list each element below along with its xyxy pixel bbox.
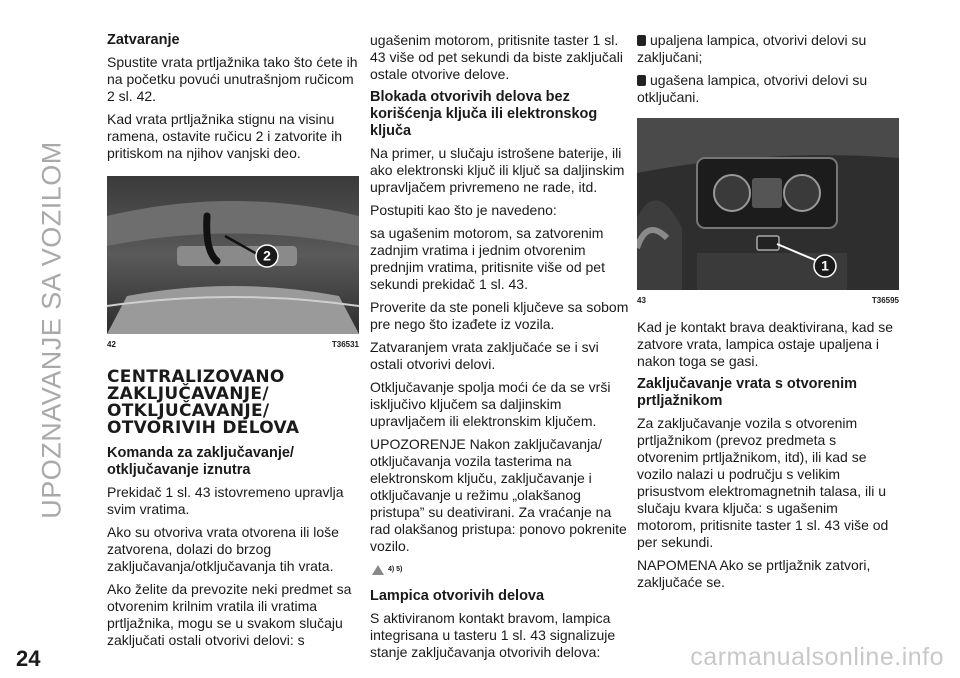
figure-42 xyxy=(107,176,359,353)
figure-43 xyxy=(637,118,899,309)
watermark: carmanualsonline.info xyxy=(690,643,944,671)
heading-trunk-lock: Zaključavanje vrata s otvorenim prtljažnikom xyxy=(637,376,858,409)
section-title: CENTRALIZOVANO ZAKLJUČAVANJE/ OTKLJUČAVANJE/ OTVORIVIH DELOVA xyxy=(107,367,300,438)
heading-block: Blokada otvorivih delova bez korišćenja ključa ili elektronskog ključa xyxy=(370,89,598,139)
warning-triangle-icon xyxy=(372,565,384,575)
callout-1: 1 xyxy=(821,257,829,274)
lamp-on-item: upaljena lampica, otvorivi delovi su zaključani; xyxy=(637,32,867,65)
figure-number: 42 xyxy=(107,340,116,349)
figure-number: 43 xyxy=(637,296,646,305)
column-3 xyxy=(637,32,899,597)
page-number: 24 xyxy=(16,646,41,671)
lamp-icon xyxy=(637,35,646,46)
paragraph: Na primer, u slučaju istrošene baterije, ili ako elektronski ključ ili ključ sa daljinskim upravljačem privremeno ne rade, itd. xyxy=(370,145,625,195)
paragraph: Ako želite da prevozite neki predmet sa otvorenim krilnim vratila ili vratima prtljažnika, mogu se u svakom slučaju zaključati ostali otvorivi delovi: s xyxy=(107,581,352,648)
heading-inside-lock: Komanda za zaključavanje/ otključavanje iznutra xyxy=(107,445,294,478)
paragraph: Proverite da ste poneli ključeve sa sobom pre nego što izađete iz vozila. xyxy=(370,299,629,332)
paragraph: Prekidač 1 sl. 43 istovremeno upravlja svim vratima. xyxy=(107,484,344,517)
column-1 xyxy=(107,32,359,655)
figure-caption xyxy=(107,336,359,353)
warning-references xyxy=(372,561,634,578)
trunk-handle-photo xyxy=(107,176,359,334)
paragraph: Kad je kontakt brava deaktivirana, kad se zatvore vrata, lampica ostaje upaljena i nakon toga se gasi. xyxy=(637,319,894,369)
paragraph: Spustite vrata prtljažnika tako što ćete ih na početku povući unutrašnjom ručicom 2 sl. 42. xyxy=(107,54,358,104)
callout-2: 2 xyxy=(263,247,271,264)
lamp-off-item: ugašena lampica, otvorivi delovi su otključani. xyxy=(637,72,868,105)
paragraph: Za zaključavanje vozila s otvorenim prtljažnikom (prevoz predmeta s otvorenim prtljažnikom, itd), ili kad se vozilo nalazi u području s velikim prisustvom elektromagnetnih talasa, ili u slučaju kvara ključa: s ugašenim motorom, pritisnite taster 1 sl. 43 više od per sekundi. xyxy=(637,415,889,550)
heading-closing: Zatvaranje xyxy=(107,32,180,48)
paragraph: Ako su otvoriva vrata otvorena ili loše zatvorena, dolazi do brzog zaključavanja/otključavanja tih vrata. xyxy=(107,524,339,574)
paragraph: Zatvaranjem vrata zaključaće se i svi ostali otvorivi delovi. xyxy=(370,339,599,372)
warning-paragraph: UPOZORENJE Nakon zaključavanja/ otključavanja vozila tasterima na elektronskom ključu, zaključavanje i otključavanje u režimu „olakšanog pristupa” su deativirani. Za vraćanje na rad olakšanog pristupa: ponovo pokrenite vozilo. xyxy=(370,436,627,554)
paragraph: S aktiviranom kontakt bravom, lampica integrisana u tasteru 1 sl. 43 signalizuje stanje zaključavanja otvorivih delova: xyxy=(370,610,616,660)
paragraph: ugašenim motorom, pritisnite taster 1 sl. 43 više od pet sekundi da biste zaključali ostale otvorive delove. xyxy=(370,32,623,82)
paragraph: Postupiti kao što je navedeno: xyxy=(370,202,557,218)
note-paragraph: NAPOMENA Ako se prtljažnik zatvori, zaključaće se. xyxy=(637,557,871,590)
paragraph: Kad vrata prtljažnika stignu na visinu ramena, ostavite ručicu 2 i zatvorite ih pritiskom na njihov vanjski deo. xyxy=(107,111,342,161)
lamp-icon xyxy=(637,75,646,86)
warning-reference-numbers: 4) 5) xyxy=(388,566,403,573)
paragraph: sa ugašenim motorom, sa zatvorenim zadnjim vratima i jednim otvorenim prednjim vratima, pritisnite više od pet sekundi prekidač 1 sl. 43. xyxy=(370,225,605,292)
dashboard-switch-photo xyxy=(637,118,899,290)
heading-lamp: Lampica otvorivih delova xyxy=(370,588,545,604)
figure-code: T36531 xyxy=(331,340,359,349)
figure-code: T36595 xyxy=(871,296,899,305)
paragraph: Otključavanje spolja moći će da se vrši isključivo ključem sa daljinskim upravljačem ili elektronskim ključem. xyxy=(370,379,611,429)
column-2 xyxy=(370,32,634,667)
figure-caption xyxy=(637,292,899,309)
